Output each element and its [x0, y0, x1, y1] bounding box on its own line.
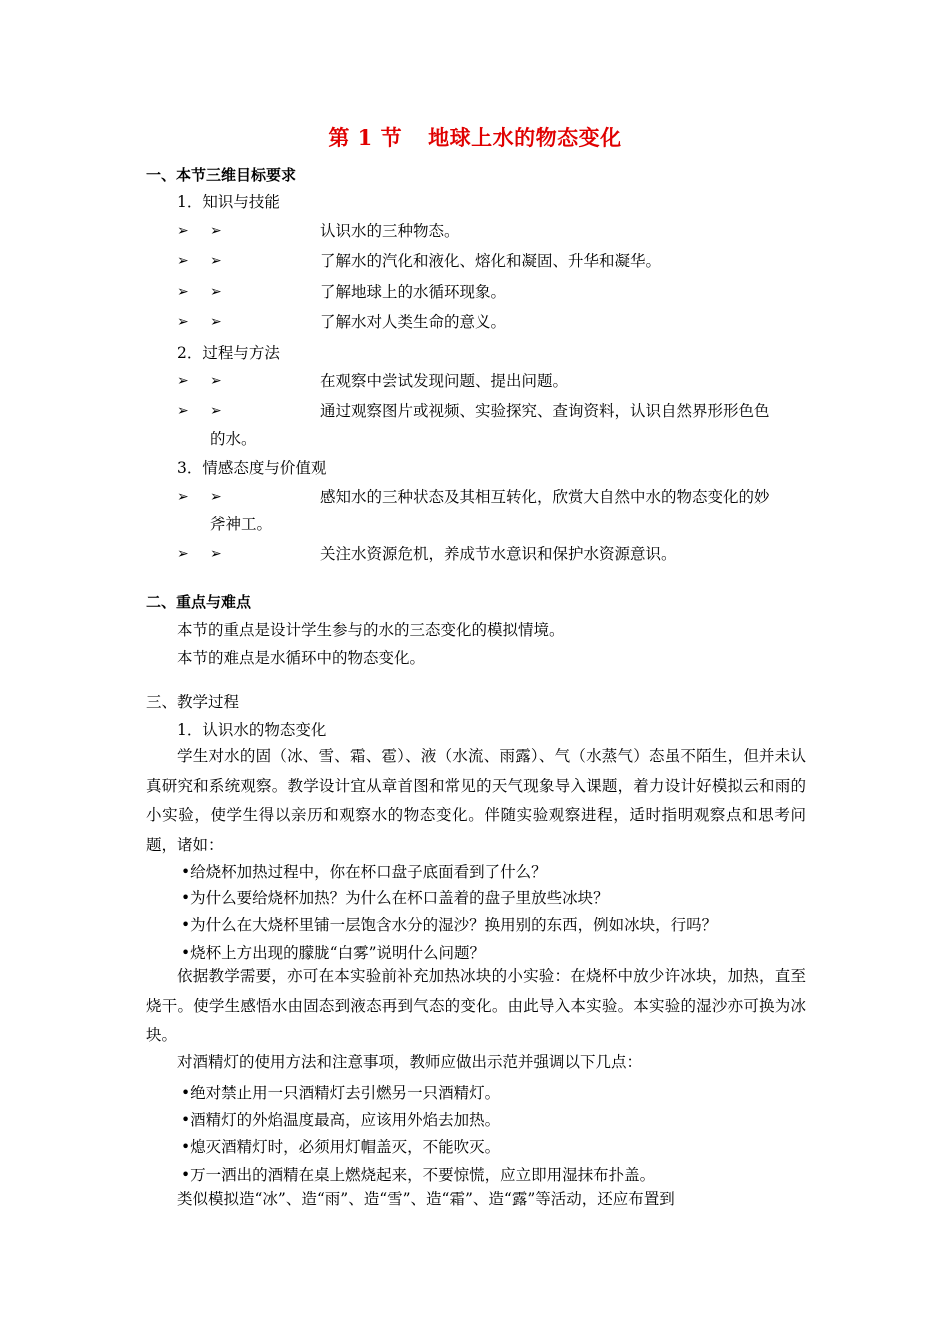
list-item: 了解水对人类生命的意义。: [320, 313, 507, 331]
subheading-states: 1．认识水的物态变化: [177, 721, 327, 739]
caution-item: •熄灭酒精灯时，必须用灯帽盖灭，不能吹灭。: [181, 1138, 501, 1156]
bullet-arrow-icon: ➢: [177, 403, 189, 419]
paragraph: 学生对水的固（冰、雪、霜、雹）、液（水流、雨露）、气（水蒸气）态虽不陌生，但并未认真研究和系统观察。教学设计宜从章首图和常见的天气现象导入课题，着力设计好模拟云和雨的小实验，使学生得以亲历和观察水的物态变化。伴随实验观察进程，适时指明观察点和思考问题，诸如：: [146, 747, 806, 854]
section-number: 第 1 节: [328, 125, 403, 150]
section-name: 地球上水的物态变化: [428, 125, 622, 150]
heading-teaching-process: 三、教学过程: [146, 693, 240, 711]
bullet-arrow-icon: ➢: [177, 546, 189, 562]
question-item: •烧杯上方出现的朦胧“白雾”说明什么问题？: [181, 944, 485, 962]
caution-item: •万一洒出的酒精在桌上燃烧起来，不要惊慌，应立即用湿抹布扑盖。: [181, 1166, 656, 1184]
list-item-continuation: 斧神工。: [210, 515, 273, 533]
bullet-arrow-icon: ➢: [210, 284, 222, 300]
bullet-arrow-icon: ➢: [210, 223, 222, 239]
bullet-arrow-icon: ➢: [210, 253, 222, 269]
list-item: 通过观察图片或视频、实验探究、查询资料，认识自然界形形色色: [320, 402, 770, 420]
question-item: •为什么要给烧杯加热？为什么在杯口盖着的盘子里放些冰块？: [181, 889, 609, 907]
bullet-arrow-icon: ➢: [210, 403, 222, 419]
bullet-arrow-icon: ➢: [177, 253, 189, 269]
page-title: [0, 122, 950, 152]
caution-item: •绝对禁止用一只酒精灯去引燃另一只酒精灯。: [181, 1084, 501, 1102]
bullet-arrow-icon: ➢: [177, 489, 189, 505]
key-point-text: 本节的重点是设计学生参与的水的三态变化的模拟情境。: [177, 621, 565, 639]
paragraph: 依据教学需要，亦可在本实验前补充加热冰块的小实验：在烧杯中放少许冰块，加热，直至烧干。使学生感悟水由固态到液态再到气态的变化。由此导入本实验。本实验的湿沙亦可换为冰块。: [146, 967, 806, 1044]
bullet-arrow-icon: ➢: [177, 284, 189, 300]
caution-item: •酒精灯的外焰温度最高，应该用外焰去加热。: [181, 1111, 501, 1129]
paragraph: 对酒精灯的使用方法和注意事项，教师应做出示范并强调以下几点：: [177, 1053, 643, 1071]
paragraph: 类似模拟造“冰”、造“雨”、造“雪”、造“霜”、造“露”等活动，还应布置到: [177, 1190, 675, 1208]
list-item: 了解地球上的水循环现象。: [320, 283, 507, 301]
bullet-arrow-icon: ➢: [210, 546, 222, 562]
bullet-arrow-icon: ➢: [210, 373, 222, 389]
difficulty-text: 本节的难点是水循环中的物态变化。: [177, 649, 426, 667]
list-item: 认识水的三种物态。: [320, 222, 460, 240]
heading-objectives: 一、本节三维目标要求: [146, 166, 297, 184]
subheading-process: 2．过程与方法: [177, 344, 280, 362]
bullet-arrow-icon: ➢: [177, 314, 189, 330]
bullet-arrow-icon: ➢: [177, 223, 189, 239]
list-item: 在观察中尝试发现问题、提出问题。: [320, 372, 569, 390]
bullet-arrow-icon: ➢: [177, 373, 189, 389]
question-item: •给烧杯加热过程中，你在杯口盘子底面看到了什么？: [181, 863, 547, 881]
list-item: 关注水资源危机，养成节水意识和保护水资源意识。: [320, 545, 677, 563]
bullet-arrow-icon: ➢: [210, 314, 222, 330]
subheading-knowledge: 1．知识与技能: [177, 193, 280, 211]
subheading-values: 3．情感态度与价值观: [177, 459, 327, 477]
list-item: 感知水的三种状态及其相互转化，欣赏大自然中水的物态变化的妙: [320, 488, 770, 506]
heading-key-points: 二、重点与难点: [146, 593, 252, 611]
list-item-continuation: 的水。: [210, 430, 257, 448]
question-item: •为什么在大烧杯里铺一层饱含水分的湿沙？换用别的东西，例如冰块，行吗？: [181, 916, 718, 934]
list-item: 了解水的汽化和液化、熔化和凝固、升华和凝华。: [320, 252, 662, 270]
bullet-arrow-icon: ➢: [210, 489, 222, 505]
